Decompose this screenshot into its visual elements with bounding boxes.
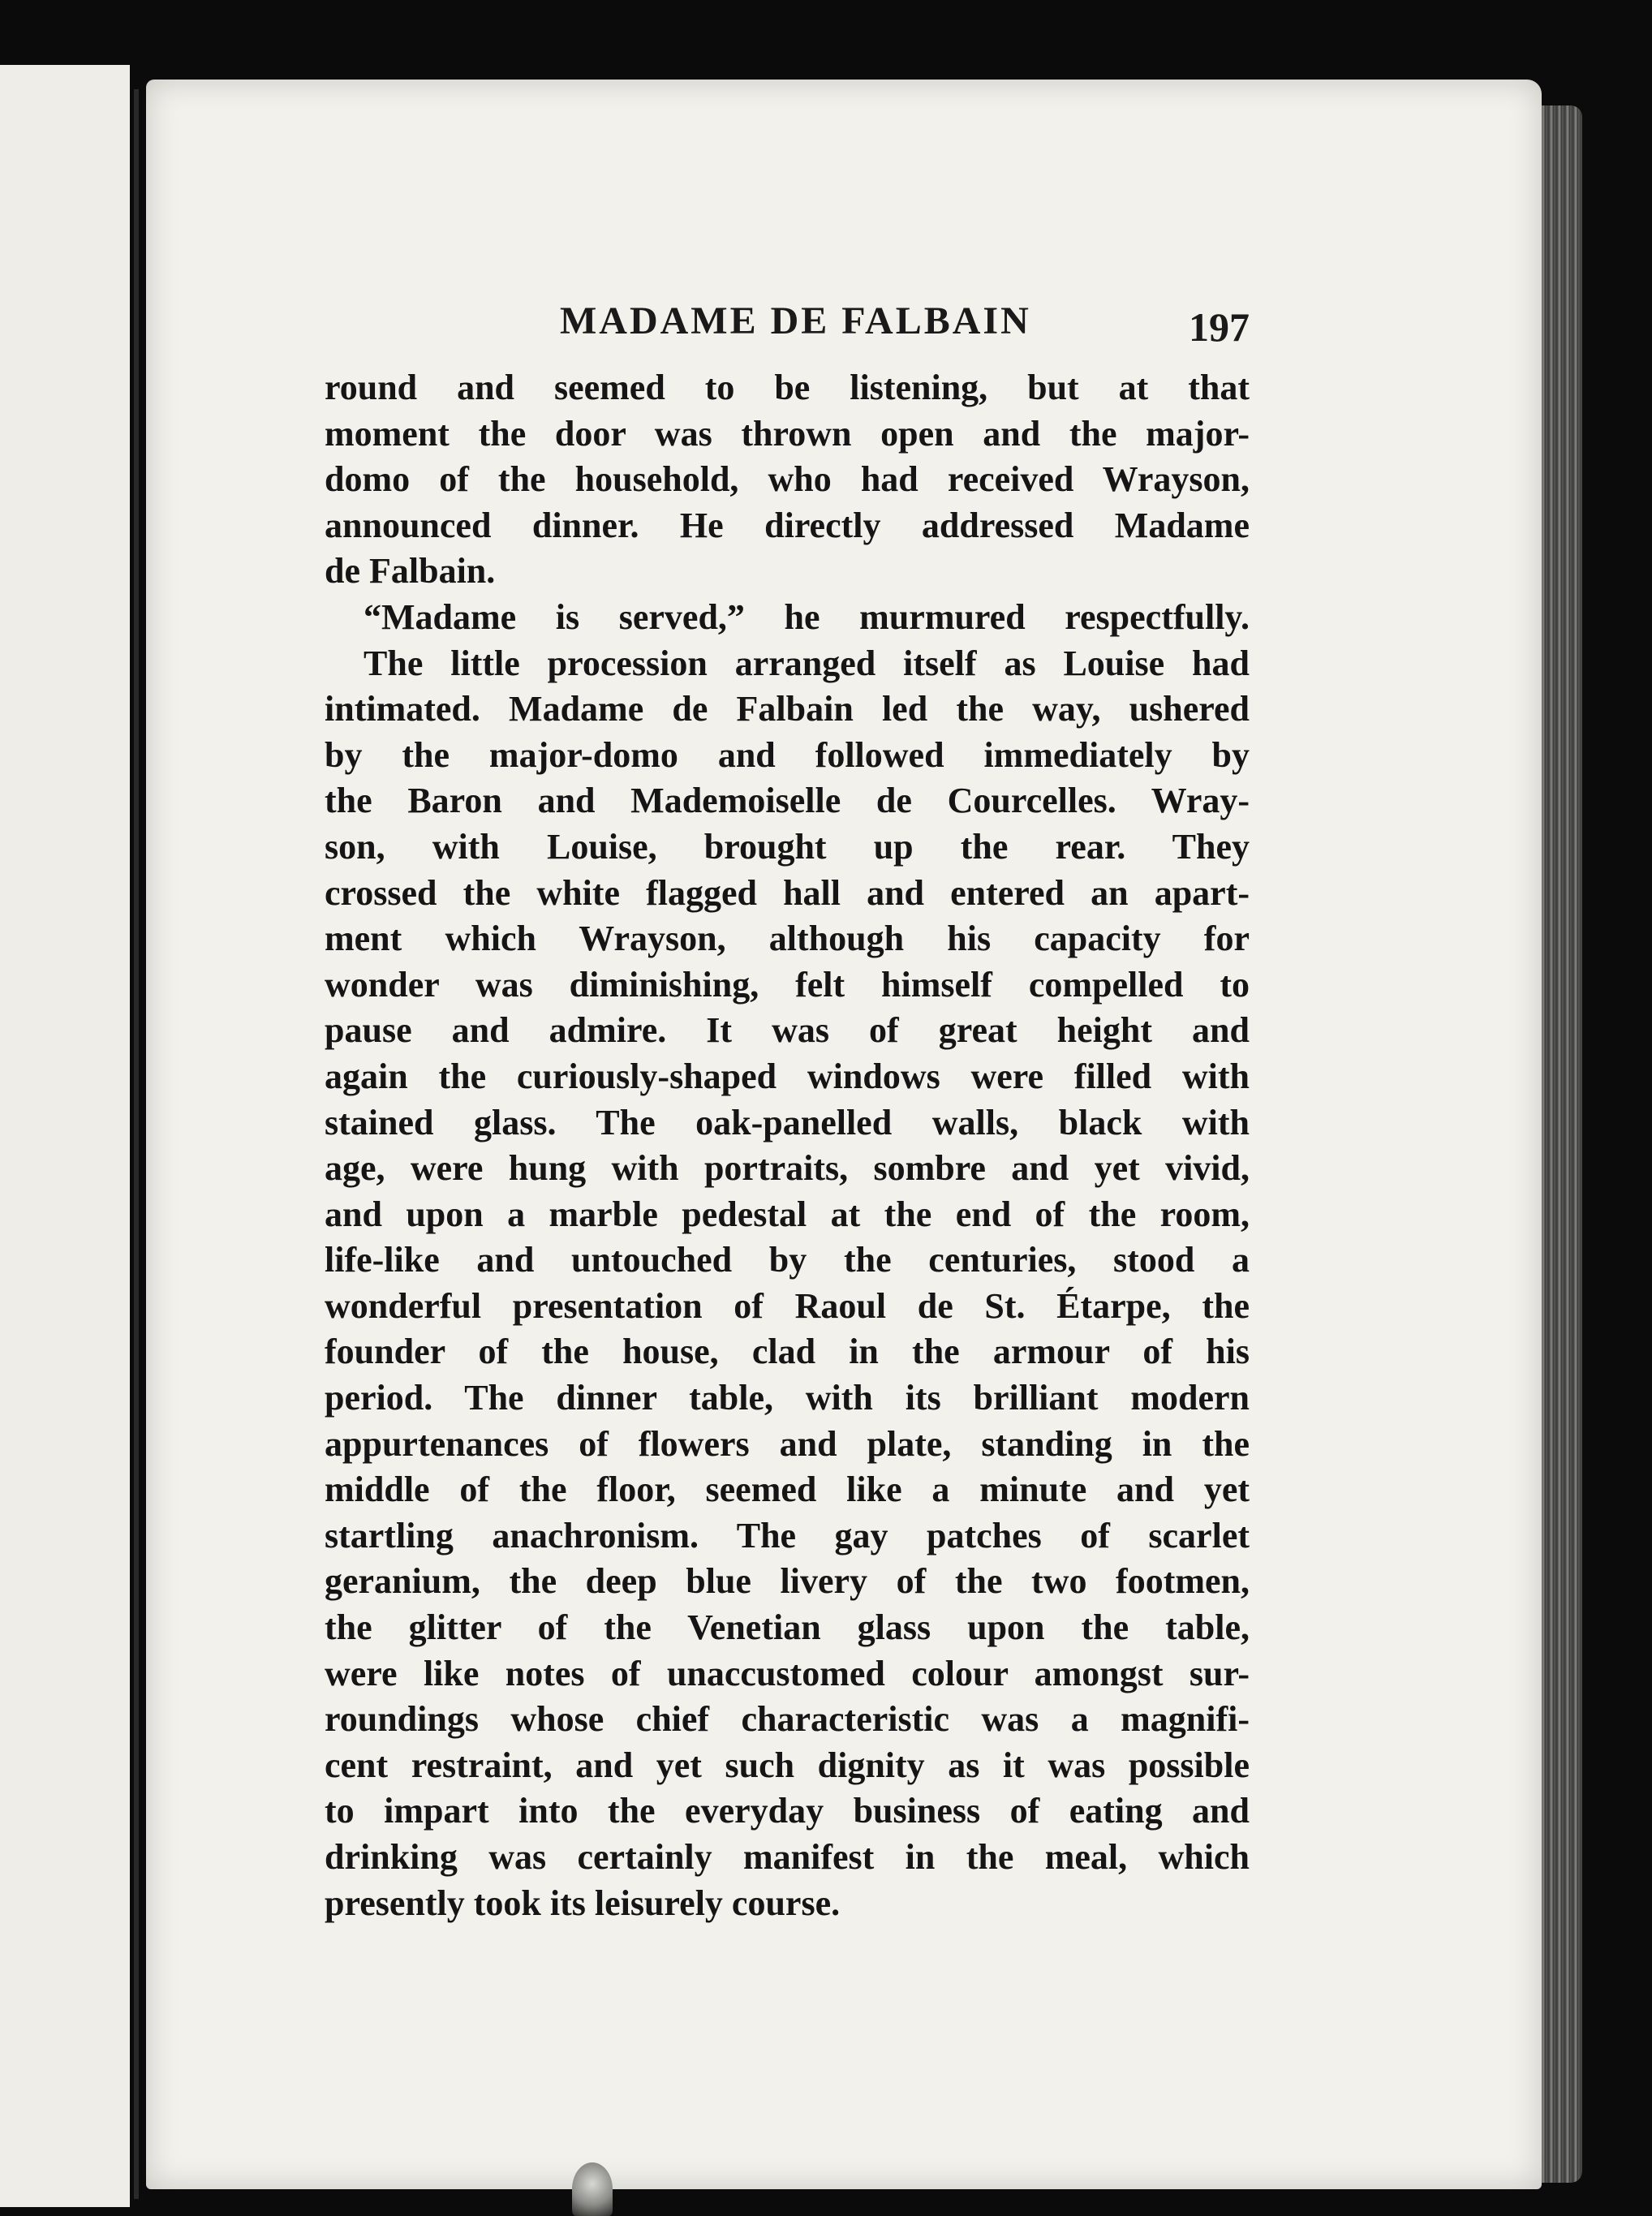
text-line: and upon a marble pedestal at the end of the room,	[325, 1194, 1250, 1234]
text-line: de Falbain.	[325, 551, 496, 592]
text-line: ment which Wrayson, although his capacity for	[325, 919, 1250, 959]
text-line: age, were hung with portraits, sombre and yet vivid,	[325, 1148, 1250, 1189]
page-number: 197	[1189, 304, 1250, 350]
page-gutter-line	[134, 89, 139, 2199]
text-line: middle of the floor, seemed like a minute and yet	[325, 1469, 1250, 1510]
text-line: domo of the household, who had received Wrayson,	[325, 459, 1250, 500]
text-line: again the curiously-shaped windows were filled with	[325, 1056, 1250, 1096]
text-line: the glitter of the Venetian glass upon the table,	[325, 1607, 1250, 1648]
text-line: by the major-domo and followed immediately by	[325, 734, 1250, 775]
scan-artifact	[572, 2162, 613, 2216]
text-line: announced dinner. He directly addressed Madame	[325, 505, 1250, 545]
text-line: startling anachronism. The gay patches of scarlet	[325, 1515, 1250, 1556]
text-line: son, with Louise, brought up the rear. They	[325, 826, 1250, 867]
text-line: crossed the white flagged hall and entered an apart-	[325, 872, 1250, 913]
page-stack-edge	[1538, 105, 1582, 2183]
text-line: period. The dinner table, with its brilliant modern	[325, 1378, 1250, 1418]
text-line: intimated. Madame de Falbain led the way, ushered	[325, 689, 1250, 729]
text-line: moment the door was thrown open and the major-	[325, 413, 1250, 454]
text-line: drinking was certainly manifest in the meal, which	[325, 1837, 1250, 1877]
text-line: pause and admire. It was of great height and	[325, 1010, 1250, 1051]
text-line: presently took its leisurely course.	[325, 1883, 841, 1923]
facing-page-edge	[0, 65, 130, 2207]
text-line: founder of the house, clad in the armour of his	[325, 1332, 1250, 1372]
text-line: geranium, the deep blue livery of the two footmen,	[325, 1561, 1250, 1602]
text-line: appurtenances of flowers and plate, standing in the	[325, 1423, 1250, 1464]
text-line: to impart into the everyday business of eating and	[325, 1791, 1250, 1831]
text-line: “Madame is served,” he murmured respectfully.	[364, 596, 1250, 637]
text-line: cent restraint, and yet such dignity as it was possible	[325, 1745, 1250, 1785]
text-line: were like notes of unaccustomed colour amongst sur-	[325, 1653, 1250, 1693]
text-line: The little procession arranged itself as Louise had	[364, 643, 1250, 683]
body-text	[325, 365, 1250, 1926]
text-line: stained glass. The oak-panelled walls, black with	[325, 1102, 1250, 1142]
running-head	[325, 299, 1250, 355]
text-line: round and seemed to be listening, but at that	[325, 368, 1250, 407]
text-line: the Baron and Mademoiselle de Courcelles. Wray-	[325, 781, 1250, 821]
text-line: wonder was diminishing, felt himself compelled to	[325, 964, 1250, 1005]
text-line: wonderful presentation of Raoul de St. Étarpe, the	[325, 1285, 1250, 1326]
text-line: roundings whose chief characteristic was a magnifi-	[325, 1699, 1250, 1740]
running-title: MADAME DE FALBAIN	[560, 299, 1031, 342]
text-line: life-like and untouched by the centuries, stood a	[325, 1240, 1250, 1280]
